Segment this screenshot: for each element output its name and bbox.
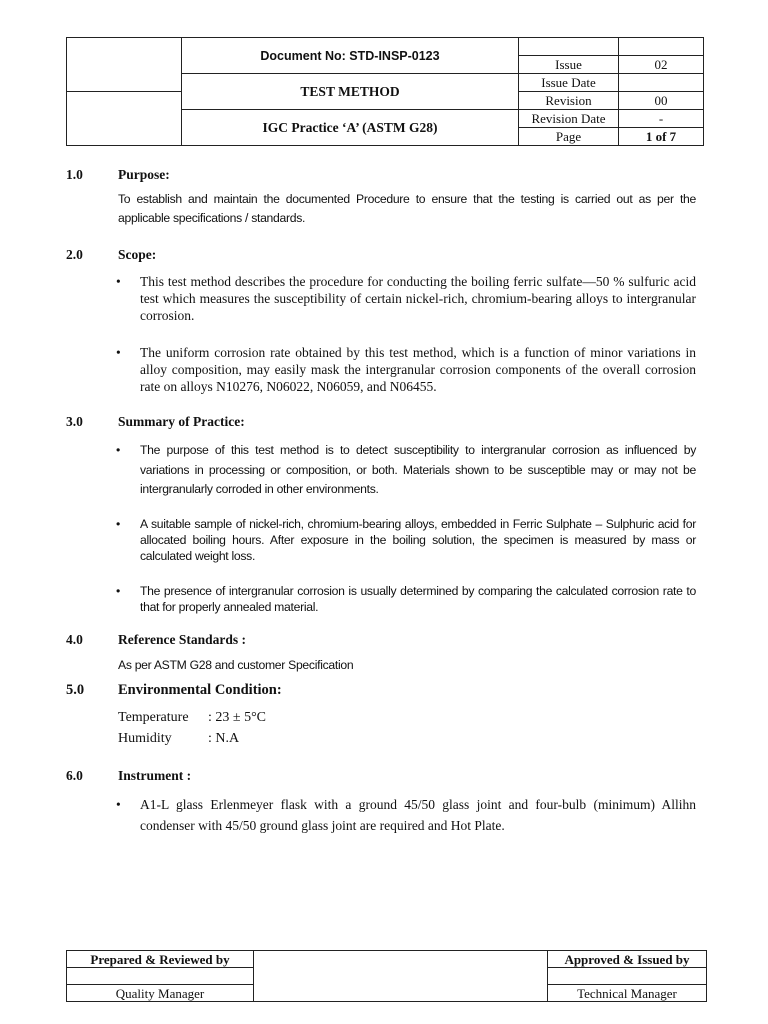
temperature-value: : 23 ± 5°C xyxy=(208,710,267,725)
header-blank-cell xyxy=(519,38,619,56)
list-item: • This test method describes the procedure for conducting the boiling ferric sulfate—50 % sulfuric acid test which measures the susceptibility of certain nickel-rich, chromium-bearing alloys to intergranular corrosion. xyxy=(116,274,696,323)
humidity-row xyxy=(118,728,239,749)
section-1-number: 1.0 xyxy=(66,167,83,182)
issue-date-label: Issue Date xyxy=(519,74,619,92)
bullet-icon: • xyxy=(116,797,121,812)
temperature-row xyxy=(118,707,266,728)
document-number: Document No: STD-INSP-0123 xyxy=(182,38,519,74)
section-2-title: Scope: xyxy=(118,247,157,262)
header-logo-cell-lower xyxy=(67,92,182,146)
bullet-icon: • xyxy=(116,584,120,598)
section-4-text: As per ASTM G28 and customer Specification xyxy=(118,658,354,672)
section-3-list xyxy=(114,441,696,500)
list-item: • A suitable sample of nickel-rich, chromium-bearing alloys, embedded in Ferric Sulphate – Sulphuric acid for allocated boiling hours. After exposure in the boiling solution, the specimen is measured by mass or calculated weight loss. xyxy=(116,517,696,563)
signature-middle-cell xyxy=(254,951,548,1002)
section-3-list-c xyxy=(114,583,696,615)
section-4-title: Reference Standards : xyxy=(118,632,246,647)
temperature-label: Temperature xyxy=(118,710,189,725)
section-2-list-b xyxy=(114,344,696,395)
bullet-icon: • xyxy=(116,345,121,360)
list-item: • A1-L glass Erlenmeyer flask with a ground 45/50 glass joint and four-bulb (minimum) Allihn condenser with 45/50 ground glass joint are required and Hot Plate. xyxy=(114,794,696,836)
document-header-table xyxy=(66,37,704,146)
section-4-number: 4.0 xyxy=(66,632,83,647)
section-5-title: Environmental Condition: xyxy=(118,682,282,698)
section-3-number: 3.0 xyxy=(66,414,83,429)
approved-label: Approved & Issued by xyxy=(548,951,707,968)
prepared-role: Quality Manager xyxy=(67,985,254,1002)
list-item: • The uniform corrosion rate obtained by this test method, which is a function of minor variations in alloy composition, may easily mask the intergranular corrosion components of the overall corrosion rate on alloys N10276, N06022, N06059, and N06455. xyxy=(116,345,696,394)
prepared-label: Prepared & Reviewed by xyxy=(67,951,254,968)
list-item: • The purpose of this test method is to detect susceptibility to intergranular corrosion as influenced by variations in processing or composition, or both. Materials shown to be susceptible may or may not be intergranularly corroded in other environments. xyxy=(116,443,696,496)
issue-date-value xyxy=(619,74,704,92)
issue-value: 02 xyxy=(619,56,704,74)
section-6-title: Instrument : xyxy=(118,768,192,783)
prepared-signature-cell xyxy=(67,968,254,985)
section-6-number: 6.0 xyxy=(66,768,83,783)
issue-label: Issue xyxy=(519,56,619,74)
section-2-list xyxy=(114,273,696,324)
approved-role: Technical Manager xyxy=(548,985,707,1002)
humidity-value: : N.A xyxy=(208,731,240,746)
section-1-text: To establish and maintain the documented Procedure to ensure that the testing is carried out as per the applicable specifications / standards. xyxy=(118,192,696,225)
revision-label: Revision xyxy=(519,92,619,110)
list-item: • The presence of intergranular corrosion is usually determined by comparing the calculated corrosion rate to that for properly annealed material. xyxy=(116,584,696,614)
bullet-icon: • xyxy=(116,517,120,531)
section-5-number: 5.0 xyxy=(66,682,85,698)
page-value: 1 of 7 xyxy=(619,128,704,146)
header-logo-cell xyxy=(67,38,182,92)
revision-value: 00 xyxy=(619,92,704,110)
signature-table xyxy=(66,950,707,1002)
page-label: Page xyxy=(519,128,619,146)
section-3-title: Summary of Practice: xyxy=(118,414,245,429)
section-2-number: 2.0 xyxy=(66,247,83,262)
bullet-icon: • xyxy=(116,443,120,457)
approved-signature-cell xyxy=(548,968,707,985)
bullet-icon: • xyxy=(116,274,121,289)
section-6-list xyxy=(114,794,696,836)
revision-date-label: Revision Date xyxy=(519,110,619,128)
section-3-list-b xyxy=(114,516,696,564)
header-blank-value xyxy=(619,38,704,56)
document-title: TEST METHOD xyxy=(182,74,519,110)
humidity-label: Humidity xyxy=(118,731,172,746)
revision-date-value: - xyxy=(619,110,704,128)
document-subtitle: IGC Practice ‘A’ (ASTM G28) xyxy=(182,110,519,146)
section-1-title: Purpose: xyxy=(118,167,170,182)
